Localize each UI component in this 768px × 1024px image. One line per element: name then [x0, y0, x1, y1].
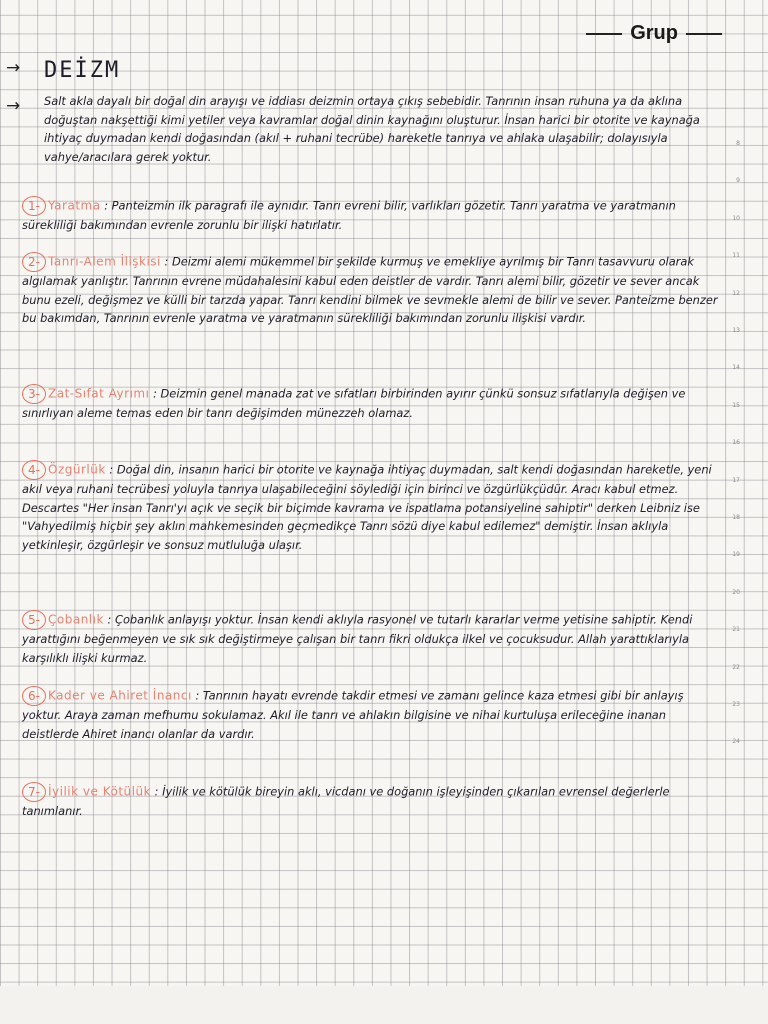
section-number-badge: 7-: [22, 782, 46, 802]
ruler-tick-label: 15: [732, 401, 740, 409]
section-number-badge: 1-: [22, 196, 46, 216]
page-title: DEİZM: [44, 58, 121, 83]
section-body: : Tanrının hayatı evrende takdir etmesi ve zamanı gelince kaza etmesi gibi bir anlayış yoktur. Araya zaman mefhumu sokulamaz. Akıl ile tanrı ve ahlakın bilgisine ve nihai kurtuluşa erileceğine inanan deistlerde Ahiret inancı olanlar da vardır.: [22, 688, 684, 741]
section-zat-sifat: [22, 384, 722, 423]
ruler-tick-label: 19: [732, 551, 740, 559]
section-tanri-alem: [22, 252, 722, 328]
section-cobanlik: [22, 610, 722, 667]
section-body: : Deizmi alemi mükemmel bir şekilde kurmuş ve emekliye ayrılmış bir Tanrı tasavvuru olarak algılamak yanlıştır. Tanrının evrene müdahalesini kabul eden deistler de vardır. Tanrı alemi bilir, gözetir ve sever ancak bunu ezeli, değişmez ve külli bir tarzda yapar. Tanrı kendini bilmek ve sevmekle alemi de bilir ve sever. Panteizme benzer bu bakımdan, Tanrının evrenle yaratma ve yaratmanın sürekliliği bakımından zorunlu ilişkisi vardır.: [22, 254, 718, 326]
margin-arrow-icon: →: [6, 96, 21, 116]
ruler-tick-label: 12: [732, 289, 740, 297]
ruler-tick-label: 10: [732, 214, 740, 222]
section-title: Çobanlık: [48, 612, 104, 627]
ruler-tick-label: 22: [732, 663, 740, 671]
side-ruler: [728, 58, 740, 970]
section-body: : Doğal din, insanın harici bir otorite ve kaynağa ihtiyaç duymadan, salt kendi doğasından hareketle, yeni akıl veya ruhani tecrübesi yoluyla tanrıya ulaşabileceğini söylediği için birinci ve özgürlükçüdür. Aracı kabul etmez. Descartes "Her insan Tanrı'yı açık ve seçik bir biçimde kavrama ve ispatlama potansiyeline sahiptir" derken Leibniz ise "Vahyedilmiş hiçbir şey aklın mahkemesinden geçmedikçe Tanrı sözü diye kabul edilemez" demiştir. İnsan aklıyla yetkinleşir, özgürleşir ve sonsuz mutluluğa ulaşır.: [22, 462, 712, 552]
section-number-badge: 6-: [22, 686, 46, 706]
ruler-tick-label: 23: [732, 701, 740, 708]
ruler-tick-label: 16: [732, 439, 740, 447]
ruler-tick-label: 13: [732, 327, 740, 334]
section-title: Özgürlük: [48, 462, 106, 477]
margin-arrow-icon: →: [6, 58, 21, 78]
ruler-tick-label: 17: [732, 476, 740, 484]
section-title: İyilik ve Kötülük: [48, 784, 152, 799]
section-number-badge: 5-: [22, 610, 46, 630]
intro-paragraph: Salt akla dayalı bir doğal din arayışı ve iddiası deizmin ortaya çıkış sebebidir. Tanrının insan ruhuna ya da aklına doğuştan nakşettiği kimi yetiler veya kavramlar doğal dinin kaynağını oluşturur. İnsan harici bir otorite ve kaynağa ihtiyaç duymadan kendi doğasından (akıl + ruhani tecrübe) hareketle tanrıya ve ahlaka ulaşabilir; dolayısıyla vahye/aracılara gerek yoktur.: [44, 94, 700, 164]
ruler-tick-label: 20: [732, 588, 740, 596]
ruler-tick-label: 9: [736, 177, 740, 185]
section-body: : İyilik ve kötülük bireyin aklı, vicdanı ve doğanın işleyişinden çıkarılan evrensel değerlerle tanımlanır.: [22, 784, 670, 818]
section-title: Yaratma: [48, 198, 101, 213]
section-number-badge: 3-: [22, 384, 46, 404]
section-iyilik-kotuluk: [22, 782, 722, 821]
ruler-tick-label: 18: [732, 514, 740, 521]
section-number-badge: 2-: [22, 252, 46, 272]
ruler-tick-label: 8: [736, 140, 740, 147]
section-title: Zat-Sıfat Ayrımı: [48, 386, 150, 401]
header-rule-right: [686, 33, 722, 35]
section-title: Tanrı-Alem İlişkisi: [48, 254, 161, 269]
ruler-tick-label: 14: [732, 364, 740, 372]
section-title: Kader ve Ahiret İnancı: [48, 688, 192, 703]
section-kader-ahiret: [22, 686, 722, 743]
header-title: Grup: [630, 22, 678, 44]
section-ozgurluk: [22, 460, 722, 554]
ruler-tick-label: 21: [732, 626, 740, 634]
ruler-tick-label: 24: [732, 738, 740, 746]
page-header: [586, 22, 722, 45]
section-body: : Deizmin genel manada zat ve sıfatları birbirinden ayırır çünkü sonsuz sıfatlarıyla değişen ve sınırlıyan aleme temas eden bir tanrı değişimden münezzeh olamaz.: [22, 386, 686, 420]
page-bottom-margin: [0, 986, 768, 1024]
section-number-badge: 4-: [22, 460, 46, 480]
header-rule-left: [586, 33, 622, 35]
section-body: : Panteizmin ilk paragrafı ile aynıdır. Tanrı evreni bilir, varlıkları gözetir. Tanrı yaratma ve yaratmanın sürekliliği bakımından evrenle zorunlu bir ilişki hatırlatır.: [22, 198, 676, 232]
section-yaratma: [22, 196, 722, 235]
ruler-tick-label: 11: [732, 252, 740, 260]
section-body: : Çobanlık anlayışı yoktur. İnsan kendi aklıyla rasyonel ve tutarlı kararlar verme yetisine sahiptir. Kendi yarattığını beğenmeyen ve sık sık değiştirmeye çalışan bir tanrı fikri oldukça ilkel ve çocuksudur. Allah yarattıklarıyla karşılıklı ilişki kurmaz.: [22, 612, 693, 665]
